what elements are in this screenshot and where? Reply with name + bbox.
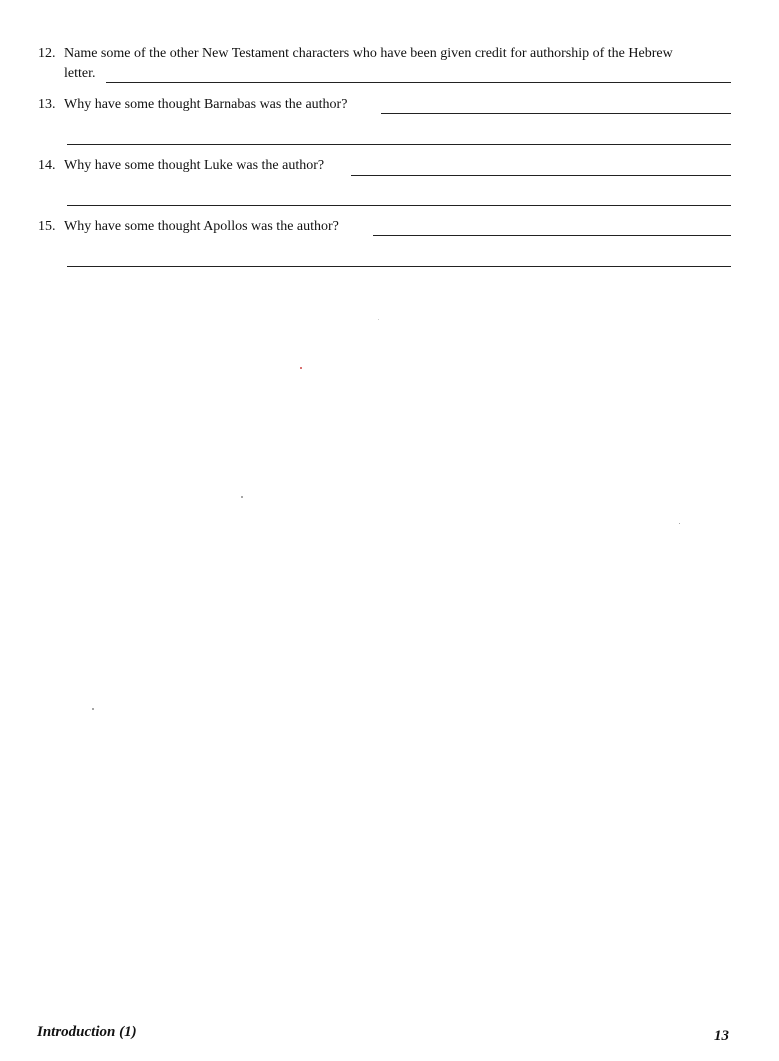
question-13-answer-line-2[interactable] [67, 144, 731, 145]
question-14-number: 14. [38, 158, 56, 173]
scan-speck [378, 319, 379, 320]
question-12-text: Name some of the other New Testament characters who have been given credit for authorship of the Hebrew [64, 46, 673, 61]
scan-speck [92, 708, 94, 710]
scan-speck [300, 367, 302, 369]
question-12-answer-line[interactable] [106, 82, 731, 83]
question-13-number: 13. [38, 97, 56, 112]
scan-speck [679, 523, 680, 524]
question-13-text: Why have some thought Barnabas was the author? [64, 97, 348, 112]
question-12-text-continued: letter. [64, 66, 96, 81]
question-15-number: 15. [38, 219, 56, 234]
question-14-answer-line[interactable] [351, 175, 731, 176]
scan-speck [241, 496, 243, 498]
footer-section-title: Introduction (1) [37, 1024, 137, 1040]
question-13-answer-line[interactable] [381, 113, 731, 114]
question-12-number: 12. [38, 46, 56, 61]
question-15-answer-line-2[interactable] [67, 266, 731, 267]
question-15-text: Why have some thought Apollos was the author? [64, 219, 339, 234]
question-14-text: Why have some thought Luke was the author? [64, 158, 325, 173]
question-15-answer-line[interactable] [373, 235, 731, 236]
page-number: 13 [714, 1028, 729, 1044]
question-14-answer-line-2[interactable] [67, 205, 731, 206]
